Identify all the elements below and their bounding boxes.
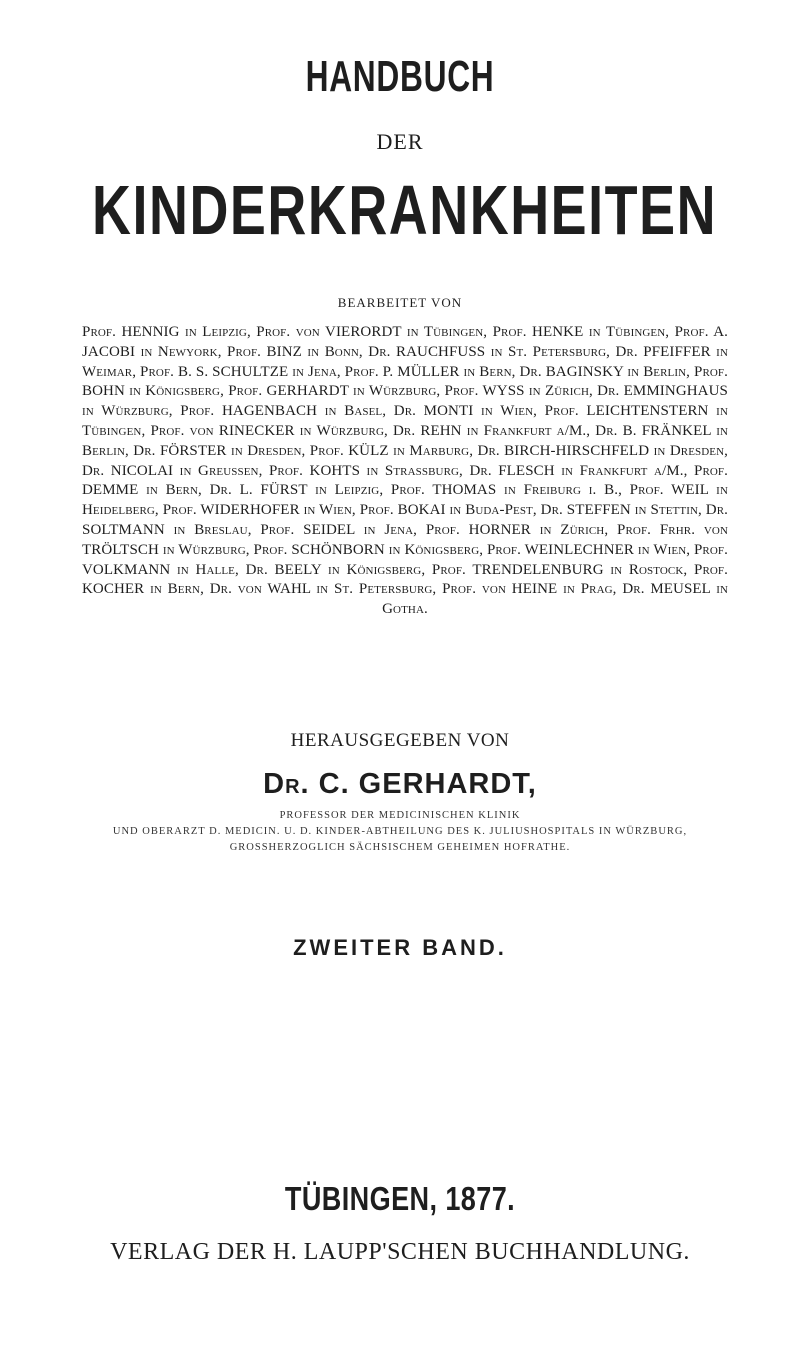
title-handbuch: HANDBUCH (305, 52, 495, 101)
editor-credential-3: GROSSHERZOGLICH SÄCHSISCHEM GEHEIMEN HOFRATHE. (229, 842, 571, 853)
title-kinderkrankheiten: KINDERKRANKHEITEN (92, 171, 718, 249)
editor-heading: HERAUSGEGEBEN VON (290, 730, 510, 751)
title-der: DER (376, 129, 424, 154)
editor-credential-1: PROFESSOR DER MEDICINISCHEN KLINIK (279, 810, 521, 821)
subtitle-bearbeitet: BEARBEITET VON (337, 295, 463, 310)
volume-label: ZWEITER BAND. (293, 935, 507, 960)
imprint-publisher: VERLAG DER H. LAUPP'SCHEN BUCHHANDLUNG. (110, 1239, 690, 1265)
editor-credential-2: UND OBERARZT D. MEDICIN. U. D. KINDER-ABTHEILUNG DES K. JULIUSHOSPITALS IN WÜRZBURG, (112, 826, 688, 837)
editor-name: Dr. C. GERHARDT, (263, 768, 537, 800)
imprint-place-year: TÜBINGEN, 1877. (284, 1180, 516, 1217)
author-list: Prof. HENNIG in Leipzig, Prof. von VIERORDT in Tübingen, Prof. HENKE in Tübingen, Prof. A. JACOBI in Newyork, Prof. BINZ in Bonn, Dr. RAUCHFUSS in St. Petersburg, Dr. PFEIFFER in Weimar, Prof. B. S. SCHULTZE in Jena, Prof. P. MÜLLER in Bern, Dr. BAGINSKY in Berlin, Prof. BOHN in Königsberg, Prof. GERHARDT in Würzburg, Prof. WYSS in Zürich, Dr. EMMINGHAUS in Würzburg, Prof. HAGENBACH in Basel, Dr. MONTI in Wien, Prof. LEICHTENSTERN in Tübingen, Prof. von RINECKER in Würzburg, Dr. REHN in Frankfurt a/M., Dr. B. FRÄNKEL in Berlin, Dr. FÖRSTER in Dresden, Prof. KÜLZ in Marburg, Dr. BIRCH-HIRSCHFELD in Dresden, Dr. NICOLAI in Greussen, Prof. KOHTS in Strassburg, Dr. FLESCH in Frankfurt a/M., Prof. DEMME in Bern, Dr. L. FÜRST in Leipzig, Prof. THOMAS in Freiburg i. B., Prof. WEIL in Heidelberg, Prof. WIDERHOFER in Wien, Prof. BOKAI in Buda-Pest, Dr. STEFFEN in Stettin, Dr. SOLTMANN in Breslau, Prof. SEIDEL in Jena, Prof. HORNER in Zürich, Prof. Frhr. von TRÖLTSCH in Würzburg, Prof. SCHÖNBORN in Königsberg, Prof. WEINLECHNER in Wien, Prof. VOLKMANN in Halle, Dr. BEELY in Königsberg, Prof. TRENDELENBURG in Rostock, Prof. KOCHER in Bern, Dr. von WAHL in St. Petersburg, Prof. von HEINE in Prag, Dr. MEUSEL in Gotha. (82, 324, 728, 618)
